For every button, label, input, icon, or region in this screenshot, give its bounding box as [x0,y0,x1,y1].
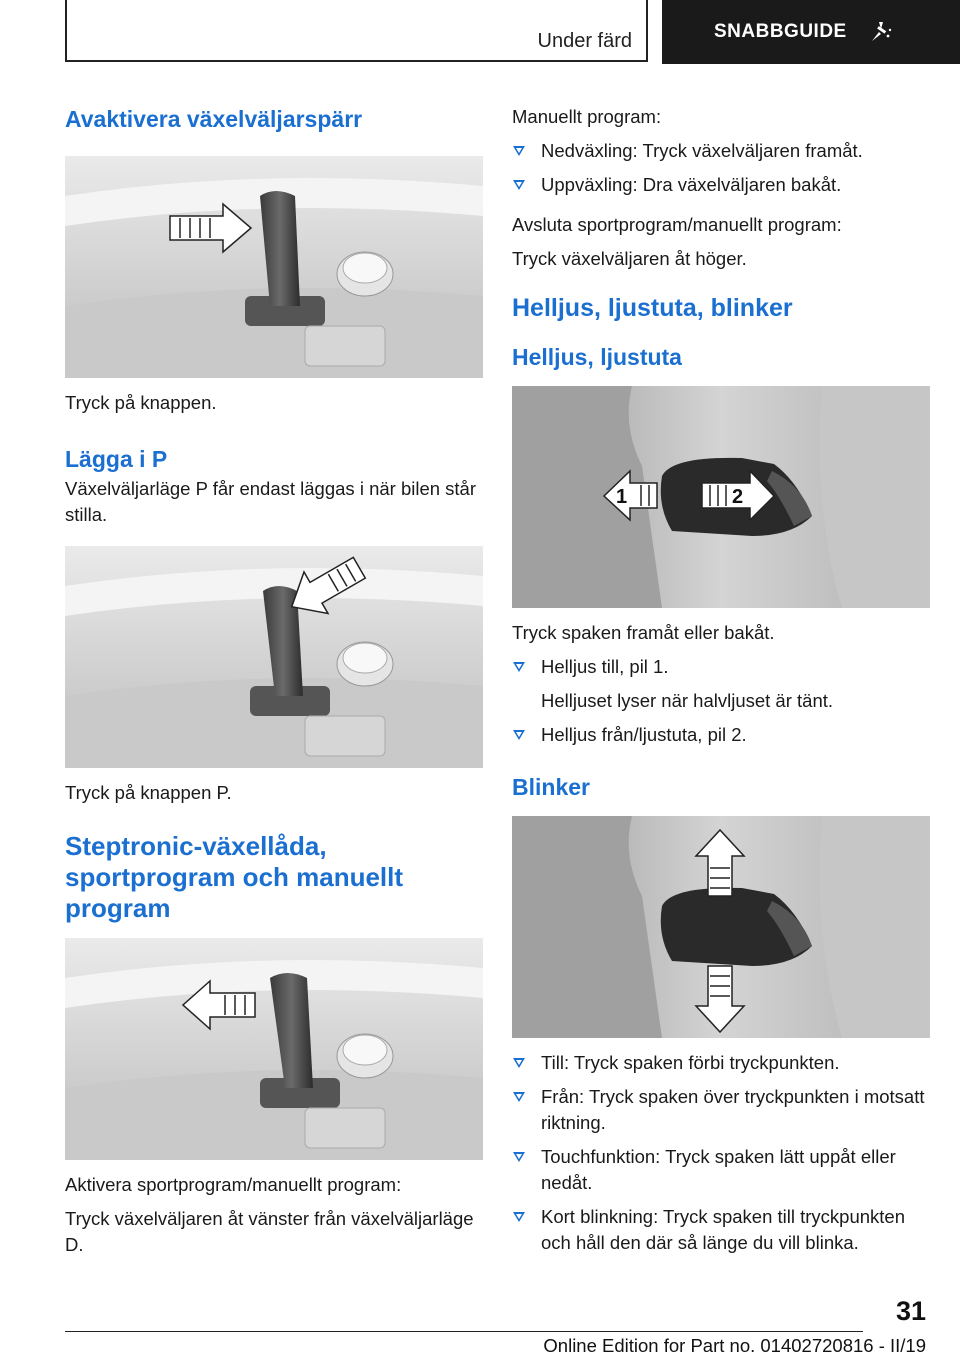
heading-blinker: Blinker [512,774,590,800]
bullet-fran: Från: Tryck spaken över tryckpunkten i motsatt riktning. [512,1084,930,1136]
figure-turn-signal-stalk [512,816,930,1038]
text-avsluta-sport: Avsluta sportprogram/manuellt program: [512,214,842,235]
bullet-triangle-icon [513,180,525,190]
bullet-triangle-icon [513,1092,525,1102]
bullet-triangle-icon [513,730,525,740]
caption-tryck-spaken: Tryck spaken framåt eller bakåt. [512,622,775,643]
text-aktivera-sport: Aktivera sportprogram/manuellt program: [65,1174,402,1195]
bullet-touchfunktion: Touchfunktion: Tryck spaken lätt uppåt eller nedåt. [512,1144,930,1196]
text-lagga-i-p: Växelväljarläge P får endast läggas i när bilen står stilla. [65,478,477,525]
figure-steptronic-lever [65,938,483,1160]
footer-edition: Online Edition for Part no. 01402720816 - II/19 [543,1335,926,1356]
bullet-kort-blinkning: Kort blinkning: Tryck spaken till tryckpunkten och håll den där så länge du vill blinka. [512,1204,930,1256]
quickguide-tab-label: SNABBGUIDE [714,21,847,42]
caption-tryck-knappen: Tryck på knappen. [65,392,217,413]
bullet-triangle-icon [513,146,525,156]
text-manuellt-program: Manuellt program: [512,106,662,127]
text-helljus-lyser: Helljuset lyser när halvljuset är tänt. [541,690,834,711]
figure-label-1: 1 [616,486,628,508]
bullet-triangle-icon [513,1152,525,1162]
figure-headlight-stalk [512,386,930,608]
bullet-triangle-icon [513,1058,525,1068]
page-number: 31 [895,1296,926,1326]
bullet-nedvaxling: Nedväxling: Tryck växelväljaren framåt. [512,138,930,164]
right-column [512,96,930,1256]
heading-avaktivera: Avaktivera växelväljarspärr [65,106,363,132]
figure-park-button [65,546,483,768]
heading-lagga-i-p: Lägga i P [65,446,168,472]
text-tryck-hoger: Tryck växelväljaren åt höger. [512,248,747,269]
bullet-triangle-icon [513,662,525,672]
heading-steptronic: Steptronic-växellåda, sportprogram och manuellt program [65,831,404,923]
figure-label-2: 2 [732,486,744,508]
text-tryck-vanster: Tryck växelväljaren åt vänster från växelväljarläge D. [65,1208,474,1255]
quickguide-tab[interactable] [662,0,960,64]
bullet-till: Till: Tryck spaken förbi tryckpunkten. [512,1050,930,1076]
left-column [65,96,483,1258]
heading-helljus-ljustuta-blinker: Helljus, ljustuta, blinker [512,294,793,322]
footer-divider [65,1331,863,1332]
bullet-uppvaxling: Uppväxling: Dra växelväljaren bakåt. [512,172,930,198]
bullet-helljus-till: Helljus till, pil 1. [512,654,930,680]
heading-helljus-ljustuta: Helljus, ljustuta [512,344,682,370]
figure-selector-lock [65,156,483,378]
caption-tryck-knappen-p: Tryck på knappen P. [65,782,232,803]
bullet-triangle-icon [513,1212,525,1222]
header-frame [65,0,648,62]
bullet-helljus-fran: Helljus från/ljustuta, pil 2. [512,722,930,748]
quickguide-icon [869,20,893,44]
section-title: Under färd [537,30,632,52]
